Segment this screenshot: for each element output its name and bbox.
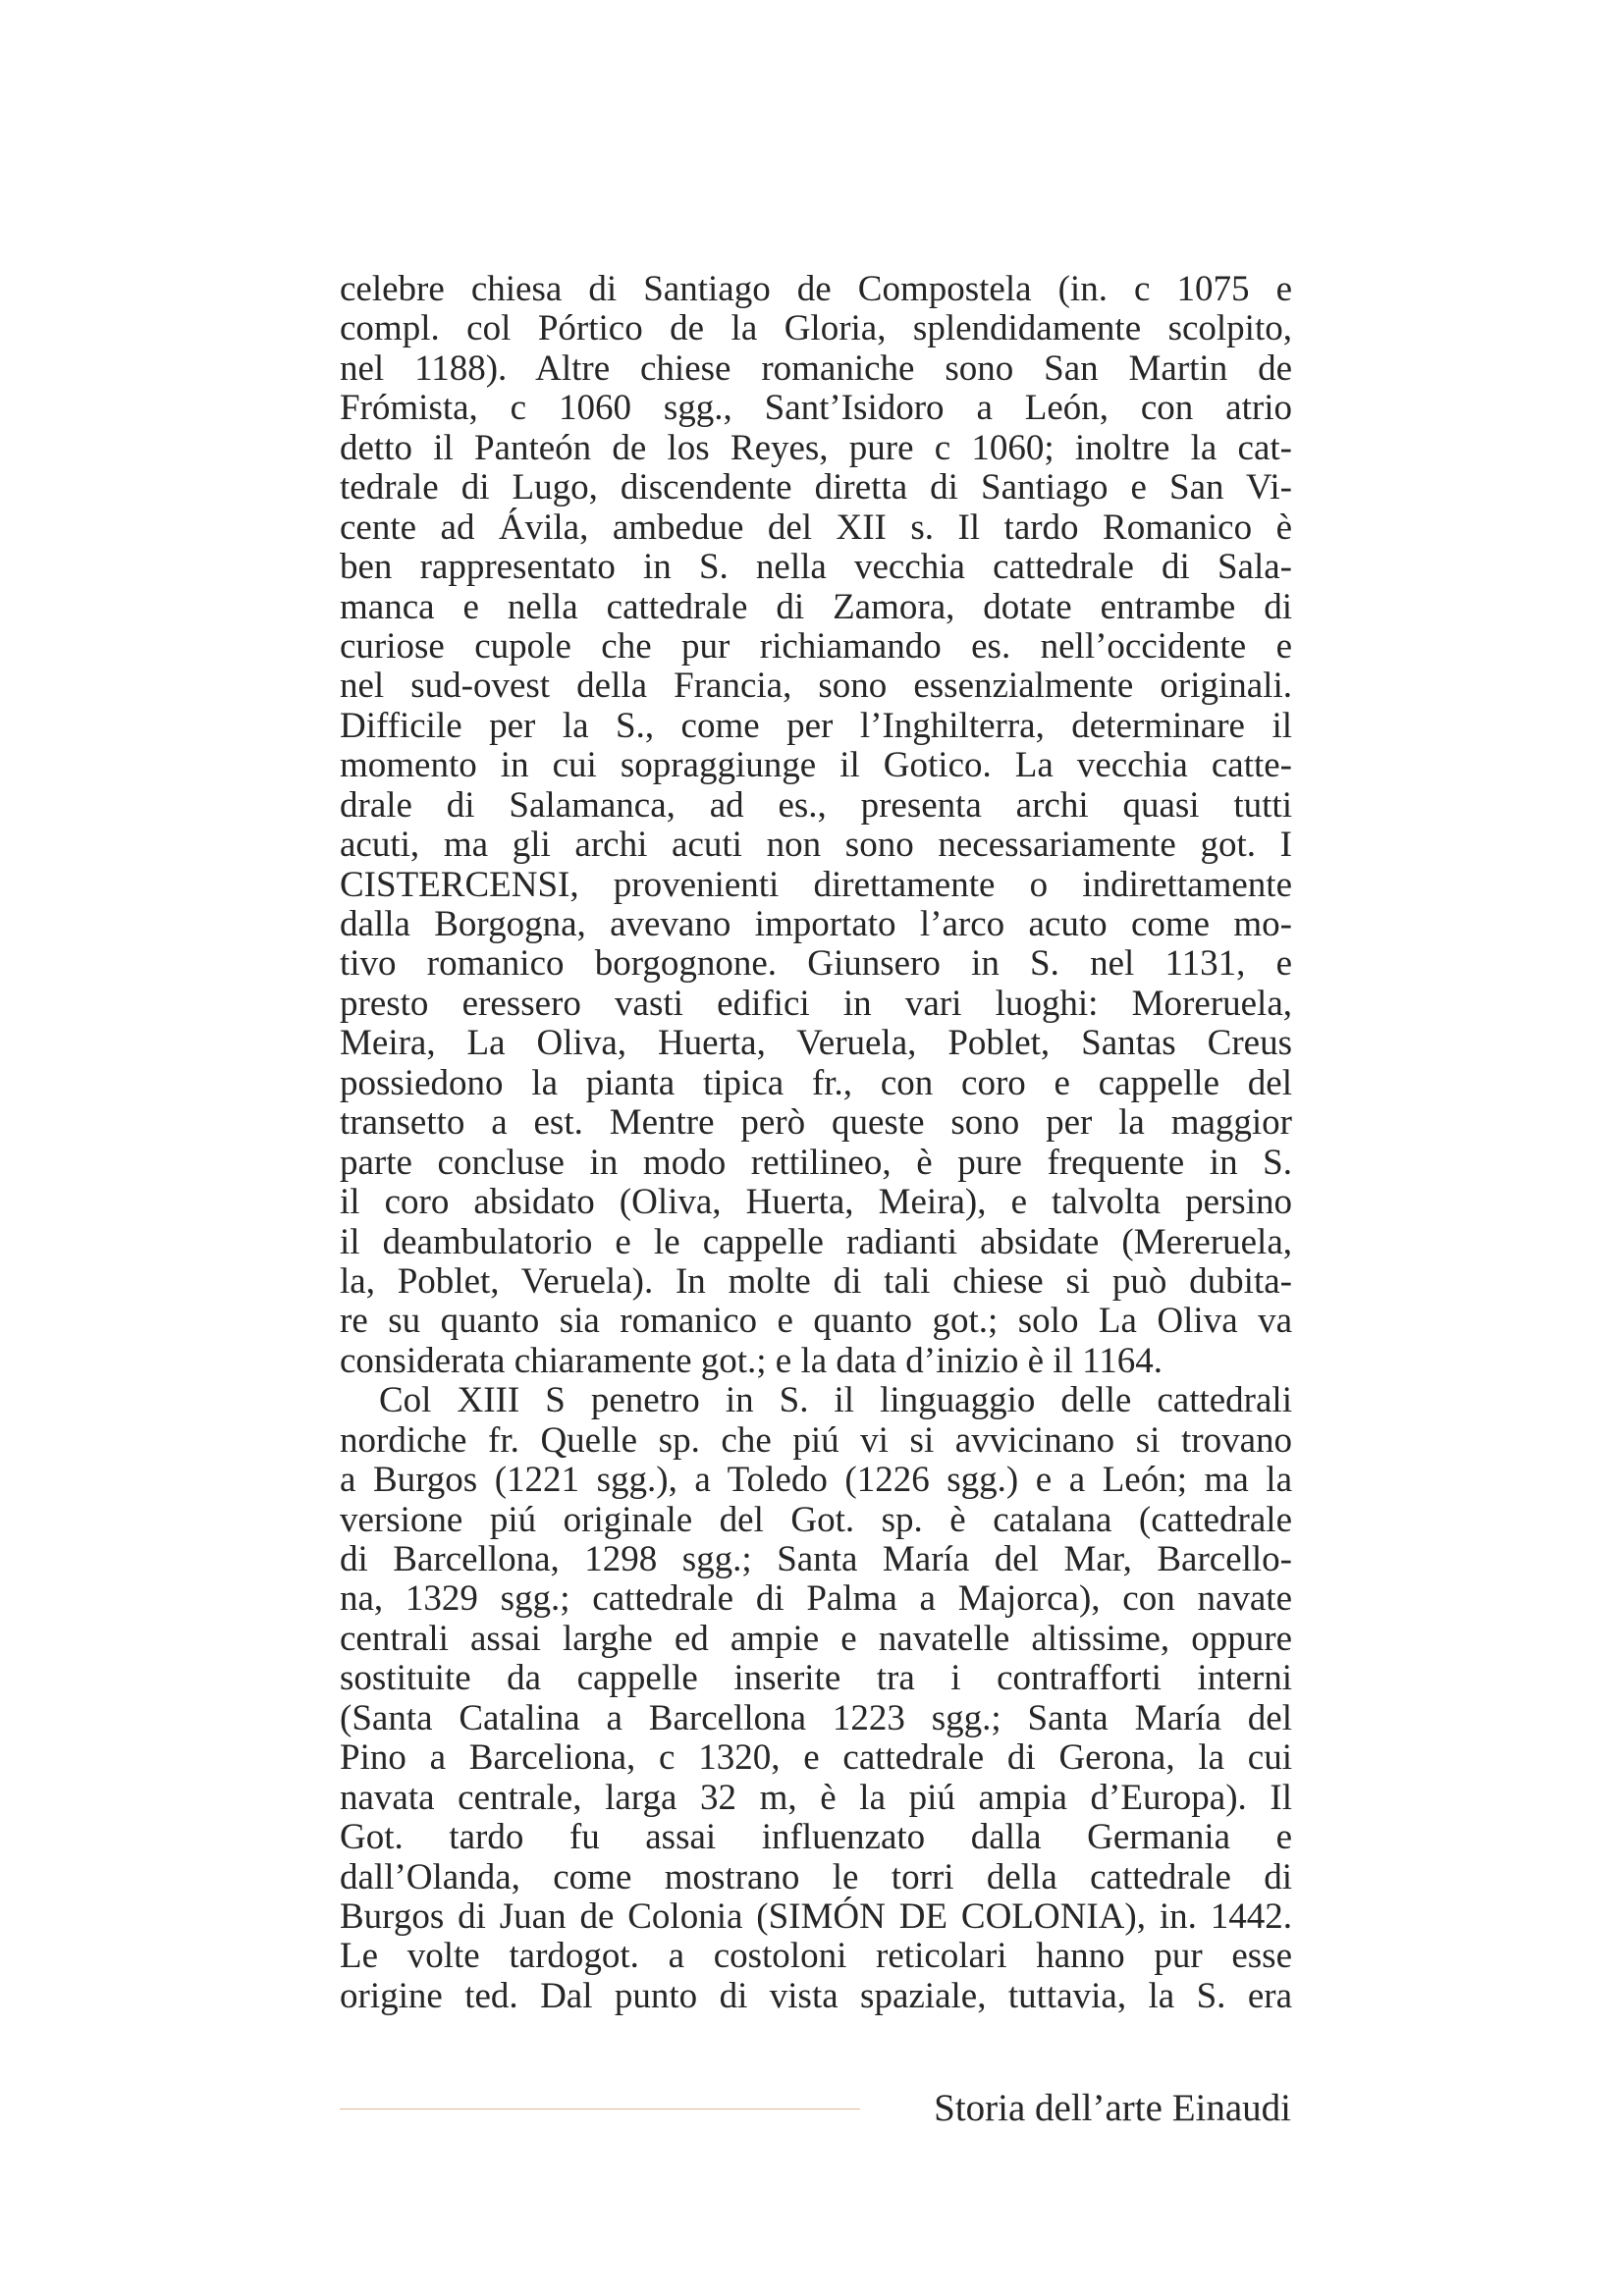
text-line: nordiche fr. Quelle sp. che piú vi si avvicinano si trovano	[340, 1419, 1292, 1461]
text-line: Got. tardo fu assai influenzato dalla Germania e	[340, 1817, 1292, 1858]
text-line: di Barcellona, 1298 sgg.; Santa María del Mar, Barcello-	[340, 1539, 1292, 1579]
paragraph-2	[340, 1381, 1292, 2016]
body-text	[340, 270, 1292, 2016]
text-line: transetto a est. Mentre però queste sono per la maggior	[340, 1102, 1292, 1144]
text-line: sostituite da cappelle inserite tra i contrafforti interni	[340, 1658, 1292, 1699]
text-line: cente ad Ávila, ambedue del XII s. Il tardo Romanico è	[340, 507, 1292, 548]
text-line: presto eressero vasti edifici in vari luoghi: Moreruela,	[340, 983, 1292, 1024]
text-line: (Santa Catalina a Barcellona 1223 sgg.; Santa María del	[340, 1697, 1292, 1738]
text-line: compl. col Pórtico de la Gloria, splendidamente scolpito,	[340, 308, 1292, 349]
text-line: Col XIII S penetro in S. il linguaggio delle cattedrali	[379, 1380, 1292, 1421]
text-line: centrali assai larghe ed ampie e navatelle altissime, oppure	[340, 1618, 1292, 1659]
text-line: curiose cupole che pur richiamando es. nell’occidente e	[340, 625, 1292, 667]
text-line: tedrale di Lugo, discendente diretta di Santiago e San Vi-	[340, 467, 1292, 508]
paragraph-1	[340, 270, 1292, 1381]
text-line: dalla Borgogna, avevano importato l’arco acuto come mo-	[340, 904, 1292, 944]
text-line: Frómista, c 1060 sgg., Sant’Isidoro a León, con atrio	[340, 388, 1292, 429]
text-line: possiedono la pianta tipica fr., con coro e cappelle del	[340, 1062, 1292, 1103]
text-line: drale di Salamanca, ad es., presenta archi quasi tutti	[340, 784, 1292, 826]
text-line: Burgos di Juan de Colonia (SIMÓN DE COLONIA), in. 1442.	[340, 1896, 1292, 1937]
text-line: il deambulatorio e le cappelle radianti absidate (Mereruela,	[340, 1221, 1292, 1262]
text-line: ben rappresentato in S. nella vecchia cattedrale di Sala-	[340, 547, 1292, 588]
text-line: considerata chiaramente got.; e la data d’inizio è il 1164.	[340, 1340, 1163, 1381]
text-line: Difficile per la S., come per l’Inghilterra, determinare il	[340, 705, 1292, 746]
text-line: Meira, La Oliva, Huerta, Veruela, Poblet, Santas Creus	[340, 1023, 1292, 1064]
text-line: origine ted. Dal punto di vista spaziale, tuttavia, la S. era	[340, 1975, 1292, 2016]
text-line: acuti, ma gli archi acuti non sono necessariamente got. I	[340, 825, 1292, 866]
text-line: versione piú originale del Got. sp. è catalana (cattedrale	[340, 1499, 1292, 1540]
text-line: navata centrale, larga 32 m, è la piú ampia d’Europa). Il	[340, 1777, 1292, 1818]
text-line: a Burgos (1221 sgg.), a Toledo (1226 sgg.) e a León; ma la	[340, 1460, 1292, 1501]
text-line: nel 1188). Altre chiese romaniche sono San Martin de	[340, 347, 1292, 389]
text-line: il coro absidato (Oliva, Huerta, Meira), e talvolta persino	[340, 1182, 1292, 1223]
text-line: re su quanto sia romanico e quanto got.; solo La Oliva va	[340, 1301, 1292, 1342]
text-line: detto il Panteón de los Reyes, pure c 1060; inoltre la cat-	[340, 427, 1292, 468]
text-line: momento in cui sopraggiunge il Gotico. La vecchia catte-	[340, 745, 1292, 786]
footer-title: Storia dell’arte Einaudi	[934, 2087, 1291, 2129]
text-line: parte concluse in modo rettilineo, è pure frequente in S.	[340, 1142, 1292, 1183]
text-line: CISTERCENSI, provenienti direttamente o indirettamente	[340, 864, 1292, 905]
text-line: nel sud-ovest della Francia, sono essenzialmente originali.	[340, 666, 1292, 707]
text-line: la, Poblet, Veruela). In molte di tali chiese si può dubita-	[340, 1260, 1292, 1302]
text-line: manca e nella cattedrale di Zamora, dotate entrambe di	[340, 586, 1292, 627]
text-line: celebre chiesa di Santiago de Compostela (in. c 1075 e	[340, 269, 1292, 309]
text-line: dall’Olanda, come mostrano le torri della cattedrale di	[340, 1856, 1292, 1897]
text-line: Pino a Barceliona, c 1320, e cattedrale di Gerona, la cui	[340, 1737, 1292, 1779]
text-line: tivo romanico borgognone. Giunsero in S. nel 1131, e	[340, 943, 1292, 985]
text-line: na, 1329 sgg.; cattedrale di Palma a Majorca), con navate	[340, 1578, 1292, 1620]
text-line: Le volte tardogot. a costoloni reticolari hanno pur esse	[340, 1936, 1292, 1977]
